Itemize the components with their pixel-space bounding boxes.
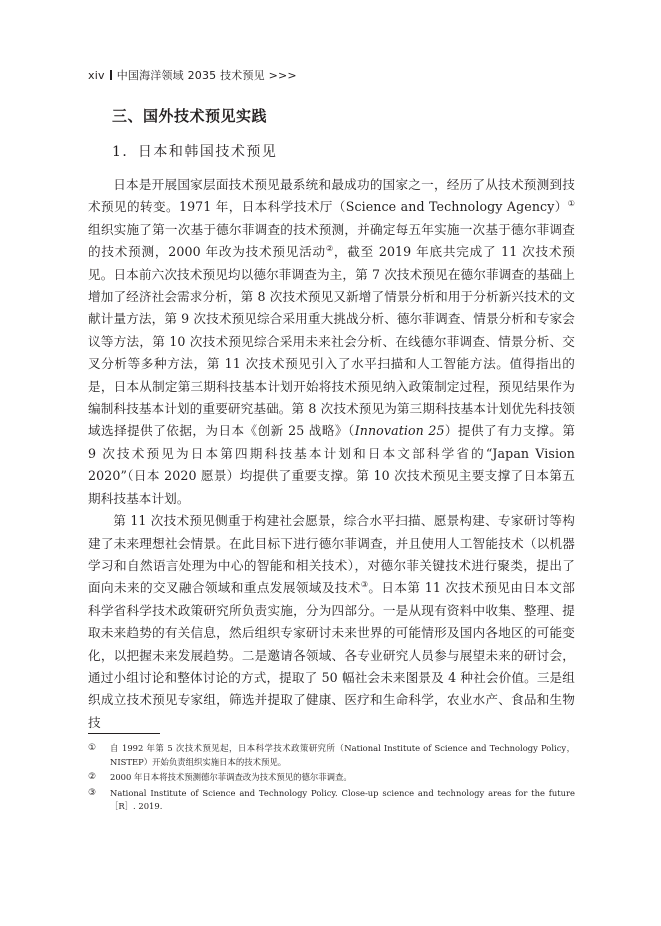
footnote-ref-1[interactable]: ①: [567, 199, 575, 209]
footnote-1: [88, 742, 575, 769]
footnote-ref-2[interactable]: ②: [325, 244, 334, 254]
footnote-3: [88, 787, 575, 814]
footnote-mark: ①: [88, 743, 97, 753]
subsection-heading: 1．日本和韩国技术预见: [112, 144, 278, 160]
body-text: [88, 174, 575, 734]
footnote-mark: ②: [88, 772, 97, 782]
footnote-separator: [88, 733, 160, 734]
paragraph-japan-history: 日本是开展国家层面技术预见最系统和最成功的国家之一，经历了从技术预测到技术预见的转变。1971 年，日本科学技术厅（Science and Technology Agency）①组织实施了第一次基于德尔菲调查的技术预测，并确定每五年实施一次基于德尔菲调查的技术预测，2000 年改为技术预见活动②，截至 2019 年底共完成了 11 次技术预见。日本前六次技术预见均以德尔菲调查为主，第 7 次技术预见在德尔菲调查的基础上增加了经济社会需求分析，第 8 次技术预见又新增了情景分析和用于分析新兴技术的文献计量方法，第 9 次技术预见综合采用重大挑战分析、德尔菲调查、情景分析和专家会议等方法，第 10 次技术预见综合采用未来社会分析、在线德尔菲调查、情景分析、交叉分析等多种方法，第 11 次技术预见引入了水平扫描和人工智能方法。值得指出的是，日本从制定第三期科技基本计划开始将技术预见纳入政策制定过程，预见结果作为编制科技基本计划的重要研究基础。第 8 次技术预见为第三期科技基本计划优先科技领域选择提供了依据，为日本《创新 25 战略》（Innovation 25）提供了有力支撑。第 9 次技术预见为日本第四期科技基本计划和日本文部科学省的“Japan Vision 2020”（日本 2020 愿景）均提供了重要支撑。第 10 次技术预见主要支撑了日本第五期科技基本计划。: [88, 177, 576, 506]
section-heading: 三、国外技术预见实践: [112, 107, 268, 125]
footnote-text: 自 1992 年第 5 次技术预见起，日本科学技术政策研究所（National Institute of Science and Technology Policy，NISTEP）开始负责组织实施日本的技术预见。: [110, 743, 575, 767]
footnote-text: 2000 年日本将技术预测德尔菲调查改为技术预见的德尔菲调查。: [110, 772, 352, 782]
page-number: xiv: [88, 69, 105, 82]
running-header: [88, 69, 297, 83]
footnote-2: [88, 771, 575, 785]
footnote-ref-3[interactable]: ③: [360, 580, 369, 590]
footnotes: [88, 742, 575, 816]
footnote-text: National Institute of Science and Technology Policy. Close-up science and technology areas for the future［R］. 2019.: [110, 787, 575, 811]
book-title: 中国海洋领域 2035 技术预见 >>>: [116, 69, 297, 82]
paragraph-eleventh-foresight: 第 11 次技术预见侧重于构建社会愿景，综合水平扫描、愿景构建、专家研讨等构建了未来理想社会情景。在此目标下进行德尔菲调查，并且使用人工智能技术（以机器学习和自然语言处理为中心的智能和相关技术），对德尔菲关键技术进行聚类，提出了面向未来的交叉融合领域和重点发展领域及技术③。日本第 11 次技术预见由日本文部科学省科学技术政策研究所负责实施，分为四部分。一是从现有资料中收集、整理、提取未来趋势的有关信息，然后组织专家研讨未来世界的可能情形及国内各地区的可能变化，以把握未来发展趋势。二是邀请各领域、各专业研究人员参与展望未来的研讨会，通过小组讨论和整体讨论的方式，提取了 50 幅社会未来图景及 4 种社会价值。三是组织成立技术预见专家组，筛选并提取了健康、医疗和生命科学，农业水产、食品和生物技: [88, 513, 575, 730]
italic-innovation-25: Innovation 25: [354, 423, 445, 439]
header-divider: [110, 70, 112, 80]
footnote-mark: ③: [88, 787, 97, 798]
